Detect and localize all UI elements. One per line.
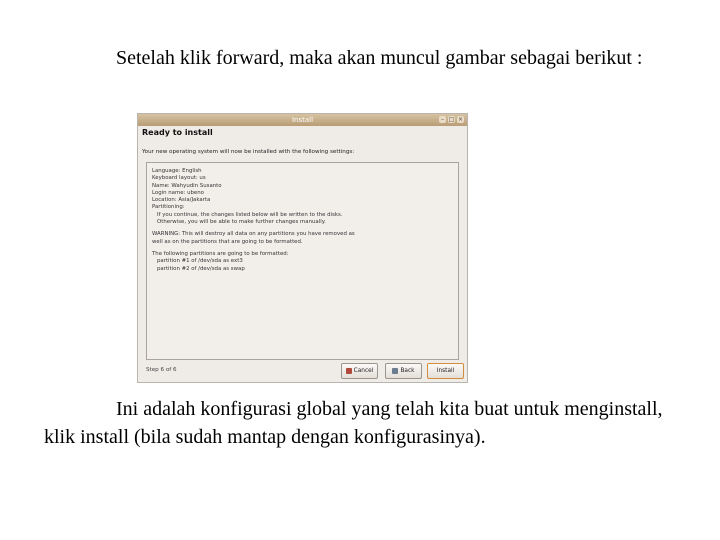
install-button[interactable]: Install (427, 363, 464, 379)
setting-location: Location: Asia/Jakarta (152, 197, 211, 204)
installer-screenshot (137, 113, 468, 383)
format-item-1: partition #1 of /dev/sda as ext3 (157, 258, 243, 265)
cancel-icon (346, 368, 352, 374)
warning-line-2: well as on the partitions that are going to be formatted. (152, 238, 303, 245)
partition-note-1: If you continue, the changes listed below will be written to the disks. (157, 211, 343, 218)
back-button[interactable]: Back (385, 363, 422, 379)
minimize-icon[interactable]: – (441, 116, 444, 123)
warning-line-1: WARNING: This will destroy all data on any partitions you have removed as (152, 231, 355, 238)
intro-paragraph: Setelah klik forward, maka akan muncul gambar sebagai berikut : (116, 47, 643, 69)
installer-intro: Your new operating system will now be installed with the following settings: (142, 149, 355, 155)
maximize-icon[interactable]: □ (448, 116, 455, 123)
setting-keyboard: Keyboard layout: us (152, 175, 206, 182)
setting-partitioning: Partitioning: (152, 204, 185, 211)
settings-summary (146, 162, 459, 360)
close-icon[interactable]: × (457, 116, 464, 123)
window-titlebar (138, 114, 467, 126)
format-intro: The following partitions are going to be formatted: (152, 250, 289, 257)
cancel-button[interactable]: Cancel (341, 363, 378, 379)
format-item-2: partition #2 of /dev/sda as swap (157, 265, 245, 272)
partition-note-2: Otherwise, you will be able to make further changes manually. (157, 219, 326, 226)
back-arrow-icon (392, 368, 398, 374)
step-indicator: Step 6 of 6 (146, 367, 177, 373)
explanation-paragraph: Ini adalah konfigurasi global yang telah kita buat untuk menginstall, klik install (bila sudah mantap dengan konfigurasinya). (44, 398, 663, 448)
setting-login: Login name: ubeno (152, 189, 204, 196)
setting-language: Language: English (152, 168, 202, 174)
window-title: Install (291, 116, 314, 124)
installer-footer (138, 362, 467, 383)
setting-name: Name: Wahyudin Susanto (152, 182, 222, 189)
installer-heading: Ready to install (142, 128, 213, 137)
